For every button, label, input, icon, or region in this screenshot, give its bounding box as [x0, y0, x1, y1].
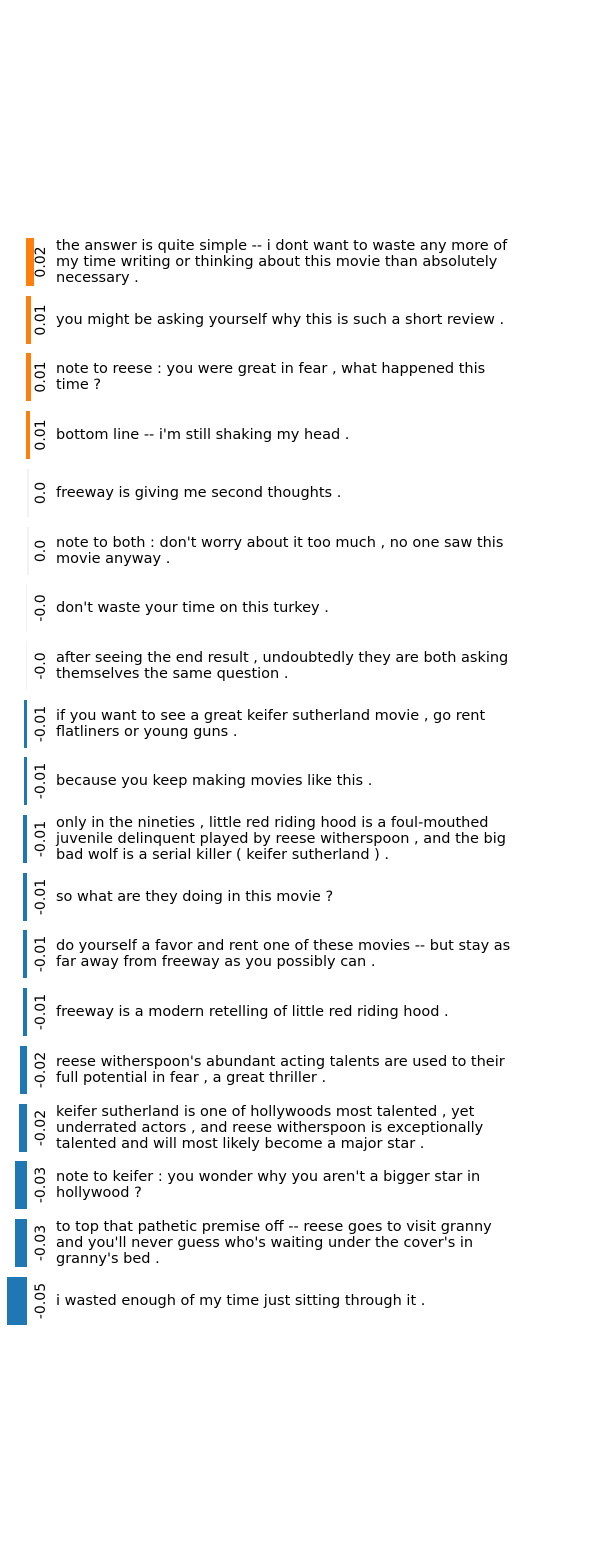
bar-value-label: -0.02 — [33, 1051, 49, 1088]
chart-bar — [15, 1219, 27, 1267]
sentence-text: the answer is quite simple -- i dont want to waste any more of my time writing or thinking about this movie than absolutely necessary . — [56, 238, 508, 286]
chart-row — [0, 1104, 598, 1152]
chart-row — [0, 469, 598, 517]
chart-bar — [26, 584, 28, 632]
bar-value-label: -0.0 — [33, 594, 49, 622]
sentence-text: i wasted enough of my time just sitting through it . — [56, 1292, 426, 1309]
sentence-text: to top that pathetic premise off -- reese goes to visit granny and you'll never guess who's waiting under the cover's in granny's bed . — [56, 1218, 492, 1267]
sentence-text: note to reese : you were great in fear , what happened this time ? — [56, 361, 486, 394]
bar-value-label: -0.03 — [33, 1224, 49, 1262]
sentence-text: note to both : don't worry about it too much , no one saw this movie anyway . — [56, 534, 504, 567]
chart-bar — [23, 873, 27, 921]
chart-row — [0, 930, 598, 978]
sentence-label — [56, 1104, 516, 1152]
sentence-text: bottom line -- i'm still shaking my head . — [56, 427, 350, 444]
sentence-label — [56, 1161, 516, 1209]
chart-row — [0, 700, 598, 748]
sentence-label — [56, 353, 516, 401]
bar-value-label: 0.01 — [33, 304, 49, 336]
sentence-text: because you keep making movies like this . — [56, 773, 373, 790]
sentence-label — [56, 873, 516, 921]
sentence-label — [56, 930, 516, 978]
sentence-label — [56, 527, 516, 575]
chart-bar — [24, 700, 27, 748]
sentence-text: only in the nineties , little red riding hood is a foul-mouthed juvenile delinquent played by reese witherspoon , and the big bad wolf is a serial killer ( keifer sutherland ) . — [56, 815, 506, 863]
sentence-label — [56, 1219, 516, 1267]
chart-row — [0, 1219, 598, 1267]
sentence-text: freeway is a modern retelling of little red riding hood . — [56, 1004, 449, 1021]
sentence-label — [56, 1046, 516, 1094]
sentence-label — [56, 238, 516, 286]
bar-value-label: -0.01 — [33, 820, 49, 858]
chart-bar — [7, 1277, 27, 1325]
chart-row — [0, 238, 598, 286]
bar-value-label: 0.0 — [33, 481, 49, 504]
sentence-label — [56, 411, 516, 459]
bar-value-label: -0.05 — [33, 1282, 49, 1319]
bar-value-label: 0.01 — [33, 419, 49, 451]
chart-row — [0, 527, 598, 575]
bar-value-label: 0.0 — [33, 539, 49, 562]
chart-bar — [23, 988, 27, 1036]
sentence-label — [56, 988, 516, 1036]
chart-bar — [23, 815, 27, 863]
sentence-label — [56, 815, 516, 863]
chart-row — [0, 988, 598, 1036]
chart-row — [0, 296, 598, 344]
bar-value-label: -0.0 — [33, 652, 49, 680]
chart-row — [0, 757, 598, 805]
chart-row — [0, 1046, 598, 1094]
bar-value-label: 0.02 — [33, 246, 49, 278]
sentence-text: so what are they doing in this movie ? — [56, 888, 334, 905]
sentence-text: if you want to see a great keifer sutherland movie , go rent flatliners or young guns . — [56, 707, 486, 740]
chart-bar — [26, 353, 31, 401]
bar-value-label: -0.03 — [33, 1167, 49, 1204]
chart-row — [0, 1277, 598, 1325]
chart-bar — [23, 930, 27, 978]
sentence-label — [56, 757, 516, 805]
sentence-text: note to keifer : you wonder why you aren't a bigger star in hollywood ? — [56, 1169, 481, 1202]
sentence-label — [56, 469, 516, 517]
sentence-text: do yourself a favor and rent one of these movies -- but stay as far away from freeway as you possibly can . — [56, 938, 511, 971]
sentence-text: keifer sutherland is one of hollywoods most talented , yet underrated actors , and reese witherspoon is exceptionally talented and will most likely become a major star . — [56, 1103, 484, 1152]
sentence-text: reese witherspoon's abundant acting talents are used to their full potential in fear , a great thriller . — [56, 1053, 505, 1086]
chart-bar — [27, 527, 29, 575]
chart-row — [0, 411, 598, 459]
bar-value-label: -0.01 — [33, 936, 49, 973]
bar-value-label: 0.01 — [33, 361, 49, 393]
sentence-text: don't waste your time on this turkey . — [56, 600, 329, 617]
sentence-label — [56, 584, 516, 632]
sentence-label — [56, 642, 516, 690]
chart-row — [0, 584, 598, 632]
chart-row — [0, 642, 598, 690]
chart-bar — [27, 469, 29, 517]
chart-bar — [20, 1046, 27, 1094]
chart-row — [0, 873, 598, 921]
bar-value-label: -0.01 — [33, 705, 49, 742]
sentence-text: you might be asking yourself why this is such a short review . — [56, 311, 505, 328]
bar-value-label: -0.02 — [33, 1109, 49, 1146]
chart-row — [0, 353, 598, 401]
sentence-text: after seeing the end result , undoubtedly they are both asking themselves the same question . — [56, 649, 509, 682]
sentence-text: freeway is giving me second thoughts . — [56, 484, 342, 501]
bar-value-label: -0.01 — [33, 878, 49, 915]
chart-bar — [26, 411, 30, 459]
chart-bar — [15, 1161, 27, 1209]
chart-bar — [24, 757, 27, 805]
chart-bar — [26, 642, 28, 690]
chart-row — [0, 815, 598, 863]
chart-row — [0, 1161, 598, 1209]
sentence-label — [56, 296, 516, 344]
bar-value-label: -0.01 — [33, 993, 49, 1031]
sentence-label — [56, 1277, 516, 1325]
chart-bar — [26, 296, 31, 344]
bar-value-label: -0.01 — [33, 763, 49, 800]
sentence-label — [56, 700, 516, 748]
chart-bar — [19, 1104, 27, 1152]
